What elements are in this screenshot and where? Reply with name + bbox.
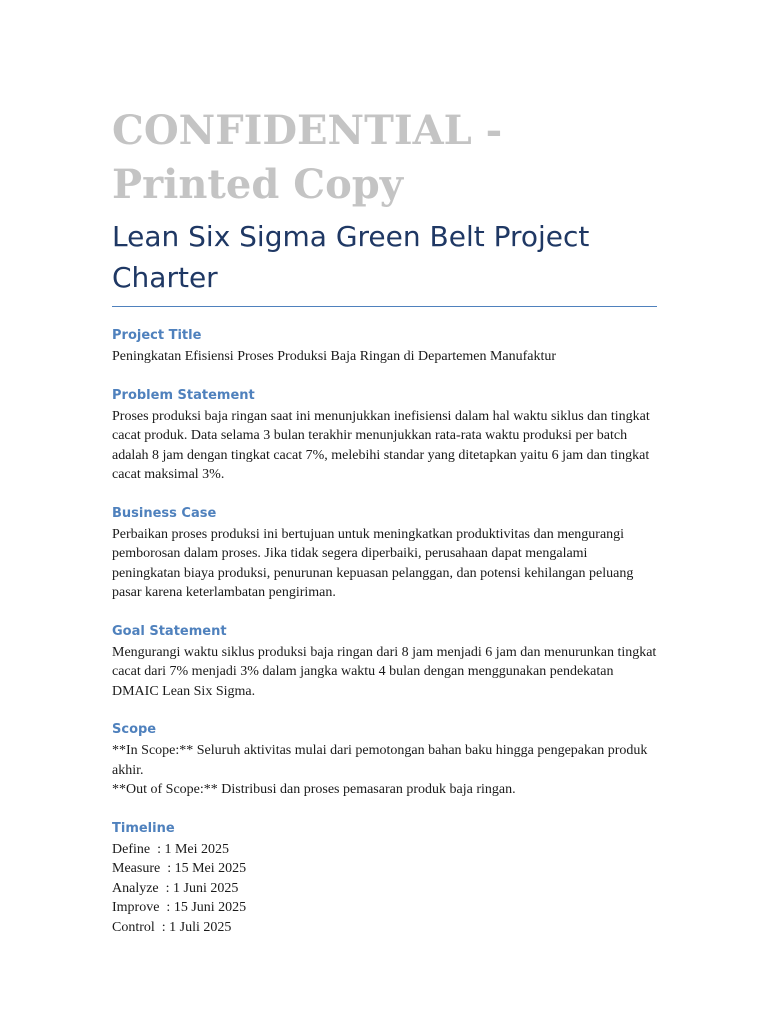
timeline-row-control: Control : 1 Juli 2025 xyxy=(112,919,232,935)
section-body: Mengurangi waktu siklus produksi baja ringan dari 8 jam menjadi 6 jam dan menurunkan tingkat cacat dari 7% menjadi 3% dalam jangka waktu 4 bulan dengan menggunakan pendekatan DMAIC Lean Six Sigma. xyxy=(112,644,657,699)
timeline-row-improve: Improve : 15 Juni 2025 xyxy=(112,900,247,915)
scope-in-scope: **In Scope:** Seluruh aktivitas mulai dari pemotongan bahan baku hingga pengepakan produk akhir. xyxy=(112,743,648,778)
timeline-row-measure: Measure : 15 Mei 2025 xyxy=(112,861,247,876)
section-business-case xyxy=(112,505,657,603)
section-body: Proses produksi baja ringan saat ini menunjukkan inefisiensi dalam hal waktu siklus dan tingkat cacat produk. Data selama 3 bulan terakhir menunjukkan rata-rata waktu produksi per batch adalah 8 jam dengan tingkat cacat 7%, melebihi standar yang ditetapkan yaitu 6 jam dan tingkat cacat maksimal 3%. xyxy=(112,408,650,482)
scope-out-of-scope: **Out of Scope:** Distribusi dan proses pemasaran produk baja ringan. xyxy=(112,782,516,797)
section-heading: Scope xyxy=(112,722,157,737)
section-heading: Business Case xyxy=(112,505,217,521)
section-body xyxy=(112,741,657,800)
section-body: Peningkatan Efisiensi Proses Produksi Baja Ringan di Departemen Manufaktur xyxy=(112,349,557,364)
section-timeline xyxy=(112,820,657,938)
section-body xyxy=(112,840,657,938)
section-problem-statement xyxy=(112,387,657,485)
confidential-watermark: CONFIDENTIAL - Printed Copy xyxy=(112,107,503,208)
document-page xyxy=(112,104,657,937)
section-body: Perbaikan proses produksi ini bertujuan untuk meningkatkan produktivitas dan mengurangi pemborosan dalam proses. Jika tidak segera diperbaiki, perusahaan dapat mengalami peningkatan biaya produksi, penurunan kepuasan pelanggan, dan potensi kehilangan peluang pasar karena keterlambatan pengiriman. xyxy=(112,526,634,600)
title-divider xyxy=(112,306,657,307)
section-heading: Project Title xyxy=(112,328,202,343)
section-scope xyxy=(112,721,657,800)
section-heading: Problem Statement xyxy=(112,387,255,403)
timeline-row-define: Define : 1 Mei 2025 xyxy=(112,841,230,857)
section-project-title xyxy=(112,327,657,367)
timeline-row-analyze: Analyze : 1 Juni 2025 xyxy=(112,880,239,896)
section-goal-statement xyxy=(112,623,657,702)
section-heading: Goal Statement xyxy=(112,623,227,639)
section-heading: Timeline xyxy=(112,820,175,836)
document-title: Lean Six Sigma Green Belt Project Charter xyxy=(112,220,590,294)
